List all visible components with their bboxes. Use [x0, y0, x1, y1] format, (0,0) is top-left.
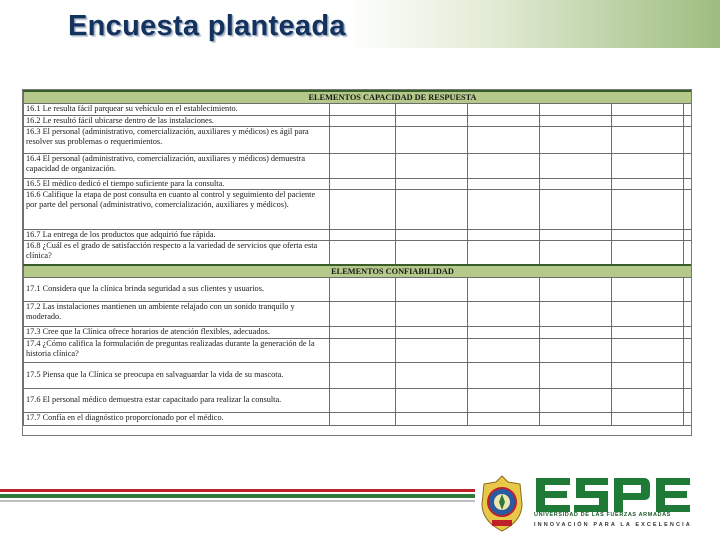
- answer-cell[interactable]: [540, 230, 612, 241]
- answer-cell[interactable]: [396, 301, 468, 326]
- table-row: [24, 277, 693, 301]
- answer-cell[interactable]: [612, 277, 684, 301]
- answer-cell[interactable]: [540, 326, 612, 338]
- question-cell: 16.7 La entrega de los productos que adquirió fue rápida.: [24, 230, 330, 241]
- answer-cell[interactable]: [468, 326, 540, 338]
- answer-cell[interactable]: [684, 179, 693, 190]
- answer-cell[interactable]: [540, 127, 612, 154]
- table-row: [24, 326, 693, 338]
- answer-cell[interactable]: [612, 127, 684, 154]
- survey-table-image: [22, 89, 692, 436]
- answer-cell[interactable]: [612, 154, 684, 179]
- answer-cell[interactable]: [540, 412, 612, 425]
- answer-cell[interactable]: [330, 388, 396, 412]
- answer-cell[interactable]: [396, 241, 468, 265]
- answer-cell[interactable]: [468, 412, 540, 425]
- section-header-confiabilidad: [24, 265, 693, 278]
- table-row: [24, 301, 693, 326]
- answer-cell[interactable]: [396, 154, 468, 179]
- answer-cell[interactable]: [330, 412, 396, 425]
- answer-cell[interactable]: [540, 338, 612, 362]
- question-cell: 17.3 Cree que la Clínica ofrece horarios de atención flexibles, adecuados.: [24, 326, 330, 338]
- question-cell: 16.3 El personal (administrativo, comercialización, auxiliares y médicos) es ágil para resolver sus problemas o requerimientos.: [24, 127, 330, 154]
- section-title-confiabilidad: ELEMENTOS CONFIABILIDAD: [24, 265, 693, 278]
- answer-cell[interactable]: [684, 230, 693, 241]
- answer-cell[interactable]: [540, 154, 612, 179]
- page-title: Encuesta planteada: [68, 10, 346, 42]
- answer-cell[interactable]: [540, 104, 612, 116]
- question-cell: 17.1 Considera que la clínica brinda seguridad a sus clientes y usuarios.: [24, 277, 330, 301]
- answer-cell[interactable]: [540, 277, 612, 301]
- answer-cell[interactable]: [468, 116, 540, 127]
- answer-cell[interactable]: [330, 190, 396, 230]
- answer-cell[interactable]: [330, 338, 396, 362]
- answer-cell[interactable]: [612, 116, 684, 127]
- question-cell: 16.5 El médico dedicó el tiempo suficiente para la consulta.: [24, 179, 330, 190]
- answer-cell[interactable]: [540, 362, 612, 388]
- answer-cell[interactable]: [684, 338, 693, 362]
- question-cell: 17.6 El personal médico demuestra estar capacitado para realizar la consulta.: [24, 388, 330, 412]
- question-cell: 17.7 Confía en el diagnóstico proporcionado por el médico.: [24, 412, 330, 425]
- answer-cell[interactable]: [684, 326, 693, 338]
- answer-cell[interactable]: [612, 412, 684, 425]
- answer-cell[interactable]: [540, 241, 612, 265]
- question-cell: 16.2 Le resultó fácil ubicarse dentro de las instalaciones.: [24, 116, 330, 127]
- answer-cell[interactable]: [612, 104, 684, 116]
- table-row: [24, 362, 693, 388]
- university-seal-icon: [478, 474, 526, 534]
- question-cell: 17.2 Las instalaciones mantienen un ambiente relajado con un sonido tranquilo y moderado.: [24, 301, 330, 326]
- question-cell: 16.6 Califique la etapa de post consulta en cuanto al control y seguimiento del paciente por parte del personal (administrativo, comercialización, auxiliares y médicos).: [24, 190, 330, 230]
- answer-cell[interactable]: [396, 230, 468, 241]
- answer-cell[interactable]: [612, 230, 684, 241]
- table-row: [24, 116, 693, 127]
- answer-cell[interactable]: [330, 241, 396, 265]
- table-row: [24, 154, 693, 179]
- answer-cell[interactable]: [396, 277, 468, 301]
- answer-cell[interactable]: [684, 241, 693, 265]
- table-row: [24, 179, 693, 190]
- answer-cell[interactable]: [684, 104, 693, 116]
- answer-cell[interactable]: [684, 301, 693, 326]
- answer-cell[interactable]: [396, 388, 468, 412]
- question-cell: 17.4 ¿Cómo califica la formulación de preguntas realizadas durante la generación de la historia clínica?: [24, 338, 330, 362]
- answer-cell[interactable]: [330, 277, 396, 301]
- answer-cell[interactable]: [684, 116, 693, 127]
- answer-cell[interactable]: [396, 190, 468, 230]
- section-title-capacidad: ELEMENTOS CAPACIDAD DE RESPUESTA: [24, 91, 693, 104]
- answer-cell[interactable]: [684, 362, 693, 388]
- answer-cell[interactable]: [612, 241, 684, 265]
- answer-cell[interactable]: [684, 277, 693, 301]
- answer-cell[interactable]: [468, 104, 540, 116]
- answer-cell[interactable]: [684, 154, 693, 179]
- university-tagline: INNOVACIÓN PARA LA EXCELENCIA: [534, 522, 692, 528]
- table-row: [24, 338, 693, 362]
- footer-divider-gray: [0, 500, 475, 502]
- question-cell: 16.8 ¿Cuál es el grado de satisfacción respecto a la variedad de servicios que oferta esta clínica?: [24, 241, 330, 265]
- answer-cell[interactable]: [684, 190, 693, 230]
- answer-cell[interactable]: [468, 190, 540, 230]
- table-row: [24, 241, 693, 265]
- answer-cell[interactable]: [468, 277, 540, 301]
- answer-cell[interactable]: [330, 362, 396, 388]
- answer-cell[interactable]: [396, 362, 468, 388]
- answer-cell[interactable]: [684, 388, 693, 412]
- answer-cell[interactable]: [468, 154, 540, 179]
- answer-cell[interactable]: [330, 230, 396, 241]
- answer-cell[interactable]: [396, 412, 468, 425]
- footer-divider-red: [0, 489, 475, 492]
- answer-cell[interactable]: [540, 116, 612, 127]
- table-row: [24, 127, 693, 154]
- answer-cell[interactable]: [330, 127, 396, 154]
- table-row: [24, 388, 693, 412]
- answer-cell[interactable]: [612, 326, 684, 338]
- table-row: [24, 412, 693, 425]
- answer-cell[interactable]: [612, 190, 684, 230]
- answer-cell[interactable]: [468, 179, 540, 190]
- answer-cell[interactable]: [684, 127, 693, 154]
- answer-cell[interactable]: [684, 412, 693, 425]
- answer-cell[interactable]: [396, 104, 468, 116]
- answer-cell[interactable]: [612, 388, 684, 412]
- answer-cell[interactable]: [396, 179, 468, 190]
- espe-logo-icon: [534, 476, 694, 514]
- answer-cell[interactable]: [612, 179, 684, 190]
- survey-table: [23, 90, 692, 426]
- answer-cell[interactable]: [396, 116, 468, 127]
- answer-cell[interactable]: [330, 154, 396, 179]
- question-cell: 16.1 Le resulta fácil parquear su vehículo en el establecimiento.: [24, 104, 330, 116]
- question-cell: 16.4 El personal (administrativo, comercialización, auxiliares y médicos) demuestra capacidad de organización.: [24, 154, 330, 179]
- answer-cell[interactable]: [330, 116, 396, 127]
- answer-cell[interactable]: [468, 301, 540, 326]
- answer-cell[interactable]: [330, 301, 396, 326]
- answer-cell[interactable]: [468, 241, 540, 265]
- table-row: [24, 190, 693, 230]
- answer-cell[interactable]: [330, 179, 396, 190]
- university-name: UNIVERSIDAD DE LAS FUERZAS ARMADAS: [534, 512, 671, 518]
- question-cell: 17.5 Piensa que la Clínica se preocupa en salvaguardar la vida de su mascota.: [24, 362, 330, 388]
- answer-cell[interactable]: [330, 326, 396, 338]
- table-row: [24, 104, 693, 116]
- answer-cell[interactable]: [468, 127, 540, 154]
- answer-cell[interactable]: [468, 338, 540, 362]
- answer-cell[interactable]: [468, 230, 540, 241]
- answer-cell[interactable]: [396, 338, 468, 362]
- answer-cell[interactable]: [612, 338, 684, 362]
- table-row: [24, 230, 693, 241]
- answer-cell[interactable]: [468, 362, 540, 388]
- answer-cell[interactable]: [396, 326, 468, 338]
- answer-cell[interactable]: [396, 127, 468, 154]
- answer-cell[interactable]: [540, 190, 612, 230]
- section-header-capacidad: [24, 91, 693, 104]
- answer-cell[interactable]: [540, 301, 612, 326]
- answer-cell[interactable]: [540, 388, 612, 412]
- answer-cell[interactable]: [540, 179, 612, 190]
- answer-cell[interactable]: [612, 301, 684, 326]
- answer-cell[interactable]: [330, 104, 396, 116]
- answer-cell[interactable]: [468, 388, 540, 412]
- answer-cell[interactable]: [612, 362, 684, 388]
- footer-divider-green: [0, 494, 475, 498]
